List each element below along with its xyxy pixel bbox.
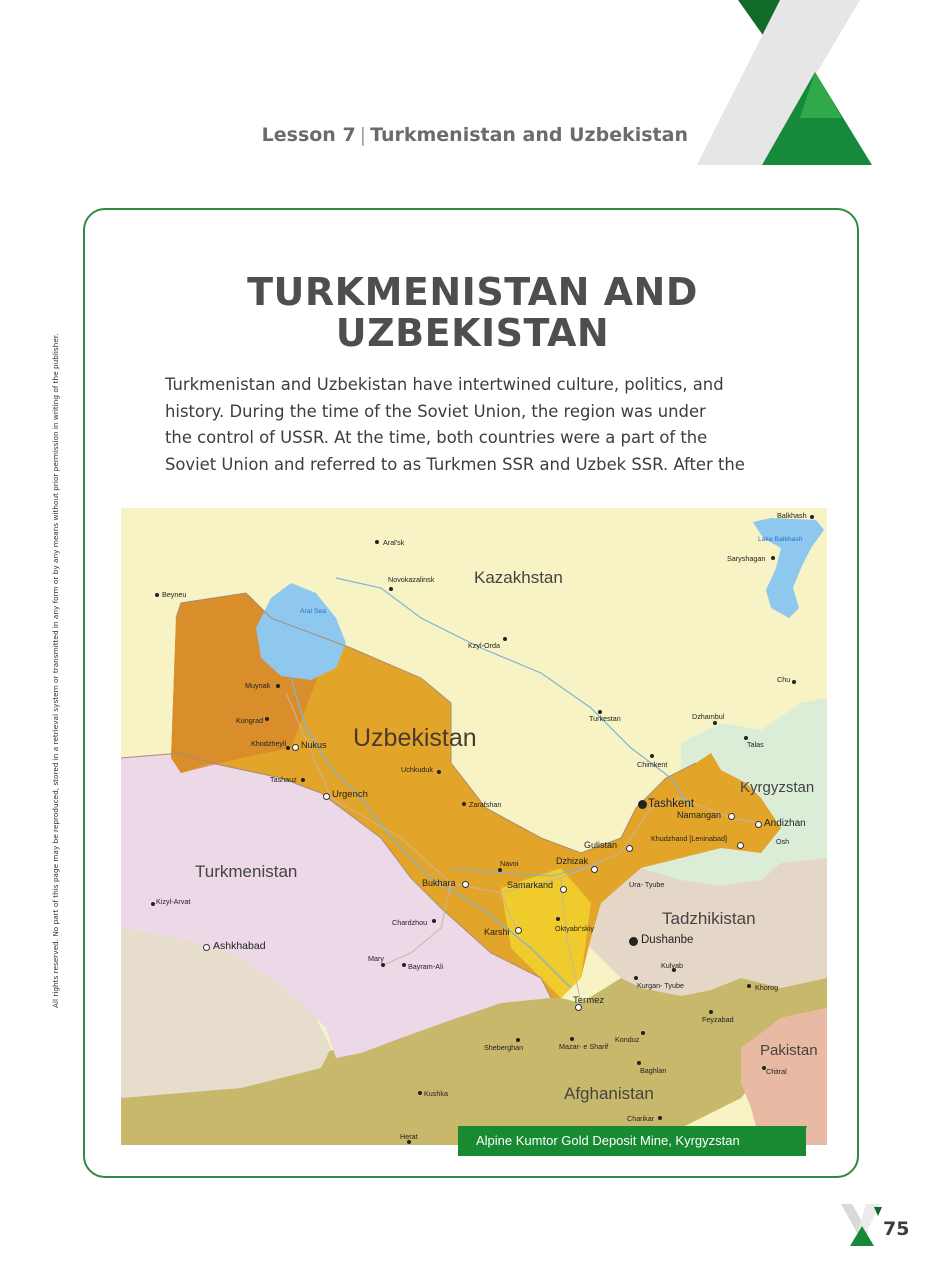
- chardzhou-label: Chardzhou: [392, 918, 428, 927]
- khorog-marker: [747, 984, 751, 988]
- namangan-label: Namangan: [677, 810, 722, 820]
- aralsk-marker: [375, 540, 379, 544]
- lesson-header: [262, 124, 688, 146]
- zarafshan-marker: [462, 802, 466, 806]
- khodzheyli-label: Khodzheyli: [251, 739, 287, 748]
- dzhambul-marker: [713, 721, 717, 725]
- kungrad-marker: [265, 717, 269, 721]
- nukus-label: Nukus: [301, 740, 327, 750]
- charikar-label: Charikar: [627, 1114, 655, 1123]
- uchkuduk-label: Uchkuduk: [401, 765, 433, 774]
- beyneu-label: Beyneu: [162, 590, 187, 599]
- kurgan-tyube-label: Kurgan- Tyube: [637, 981, 685, 990]
- uchkuduk-marker: [437, 770, 441, 774]
- talas-label: Talas: [747, 740, 764, 749]
- chu-label: Chu: [777, 675, 791, 684]
- balkhash-marker: [810, 515, 814, 519]
- gulistan-label: Gulistan: [584, 840, 618, 850]
- kzyl-orda-marker: [503, 637, 507, 641]
- bukhara-label: Bukhara: [422, 878, 456, 888]
- afghanistan-label: Afghanistan: [564, 1084, 654, 1103]
- aral-sea-label: Aral Sea: [300, 608, 327, 615]
- title-line-1: TURKMENISTAN AND: [247, 270, 698, 314]
- dushanbe-label: Dushanbe: [641, 934, 694, 946]
- khudzhand-label: Khudzhand [Leninabad]: [651, 834, 727, 843]
- osh-marker: [737, 842, 744, 849]
- mary-marker: [381, 963, 385, 967]
- feyzabad-marker: [709, 1010, 713, 1014]
- beyneu-marker: [155, 593, 159, 597]
- namangan-marker: [728, 813, 735, 820]
- ura-tyube-label: Ura- Tyube: [629, 880, 665, 889]
- karshi-marker: [515, 927, 522, 934]
- samarkand-marker: [560, 886, 567, 893]
- samarkand-label: Samarkand: [507, 880, 554, 890]
- kyrgyzstan-label: Kyrgyzstan: [740, 779, 815, 796]
- intro-line: history. During the time of the Soviet Union, the region was under: [165, 401, 706, 421]
- tashauz-marker: [301, 778, 305, 782]
- tashauz-label: Tashauz: [270, 775, 297, 784]
- dzhizak-label: Dzhizak: [556, 856, 589, 866]
- aralsk-label: Aral'sk: [383, 538, 405, 547]
- baghlan-marker: [637, 1061, 641, 1065]
- termez-label: Termez: [573, 995, 605, 1006]
- kizyl-arvat-marker: [151, 902, 155, 906]
- turkestan-label: Turkestan: [589, 714, 621, 723]
- konduz-label: Konduz: [615, 1035, 640, 1044]
- konduz-marker: [641, 1031, 645, 1035]
- osh-label: Osh: [776, 837, 790, 846]
- title-line-2: UZBEKISTAN: [335, 311, 610, 355]
- mary-label: Mary: [368, 954, 384, 963]
- feyzabad-label: Feyzabad: [702, 1015, 734, 1024]
- tadzhikistan-label: Tadzhikistan: [662, 909, 756, 928]
- kzyl-orda-label: Kzyl-Orda: [468, 641, 500, 650]
- region-map: [121, 508, 827, 1145]
- oktyabrskiy-marker: [556, 917, 560, 921]
- baghlan-label: Baghlan: [640, 1066, 667, 1075]
- zarafshan-label: Zarafshan: [469, 800, 502, 809]
- tashkent-label: Tashkent: [648, 798, 695, 810]
- kizyl-arvat-label: Kizyl-Arvat: [156, 897, 191, 906]
- navoi-label: Navoi: [500, 859, 519, 868]
- chu-marker: [792, 680, 796, 684]
- intro-paragraph: [165, 372, 785, 478]
- andizhan-marker: [755, 821, 762, 828]
- herat-label: Herat: [400, 1132, 418, 1141]
- sheberghan-label: Sheberghan: [484, 1043, 524, 1052]
- bayram-ali-label: Bayram-Ali: [408, 962, 444, 971]
- lesson-topic: Turkmenistan and Uzbekistan: [370, 124, 688, 146]
- karshi-label: Karshi: [484, 927, 510, 937]
- novokazalinsk-label: Novokazalinsk: [388, 575, 435, 584]
- charikar-marker: [658, 1116, 662, 1120]
- page-number: 75: [883, 1218, 910, 1240]
- navoi-marker: [498, 868, 502, 872]
- intro-line: Turkmenistan and Uzbekistan have intertwined culture, politics, and: [165, 375, 724, 394]
- kushka-marker: [418, 1091, 422, 1095]
- mazar-label: Mazar- e Sharif: [559, 1042, 609, 1051]
- bayram-ali-marker: [402, 963, 406, 967]
- novokazalinsk-marker: [389, 587, 393, 591]
- balkhash-label: Balkhash: [777, 511, 807, 520]
- gulistan-marker: [626, 845, 633, 852]
- chitral-label: Chitral: [766, 1067, 787, 1076]
- dzhambul-label: Dzhambul: [692, 712, 725, 721]
- lesson-number: Lesson 7: [261, 124, 356, 146]
- kazakhstan-label: Kazakhstan: [474, 568, 563, 587]
- intro-line: the control of USSR. At the time, both countries were a part of the: [165, 428, 708, 447]
- map-shapes: [121, 508, 827, 1145]
- intro-line: Soviet Union and referred to as Turkmen SSR and Uzbek SSR. After the: [165, 454, 745, 474]
- khodzheyli-marker: [286, 746, 290, 750]
- copyright-notice: All rights reserved. No part of this page may be reproduced, stored in a retrieval system or transmitted in any form or by any means without prior permission in writing of the publisher.: [51, 333, 60, 1008]
- kungrad-label: Kungrad: [236, 716, 264, 725]
- chimkent-marker: [650, 754, 654, 758]
- page-title: [120, 272, 825, 354]
- kulyab-label: Kulyab: [661, 961, 683, 970]
- dushanbe-marker: [629, 937, 638, 946]
- turkmenistan-label: Turkmenistan: [195, 862, 298, 881]
- oktyabrskiy-label: Oktyabr'skiy: [555, 924, 594, 933]
- sheberghan-marker: [516, 1038, 520, 1042]
- nukus-marker: [292, 744, 299, 751]
- urgench-label: Urgench: [332, 789, 368, 800]
- ashkhabad-label: Ashkhabad: [213, 940, 266, 952]
- kushka-label: Kushka: [424, 1089, 448, 1098]
- ashkhabad-marker: [203, 944, 210, 951]
- mazar-marker: [570, 1037, 574, 1041]
- dzhizak-marker: [591, 866, 598, 873]
- image-caption: Alpine Kumtor Gold Deposit Mine, Kyrgyzstan: [458, 1126, 806, 1156]
- saryshagan-label: Saryshagan: [727, 554, 766, 563]
- lake-balkhash-label: Lake Balkhash: [758, 536, 803, 543]
- chardzhou-marker: [432, 919, 436, 923]
- chimkent-label: Chimkent: [637, 760, 668, 769]
- saryshagan-marker: [771, 556, 775, 560]
- andizhan-label: Andizhan: [764, 818, 806, 829]
- header-separator: |: [359, 124, 367, 146]
- urgench-marker: [323, 793, 330, 800]
- tashkent-marker: [638, 800, 647, 809]
- kurgan-tyube-marker: [634, 976, 638, 980]
- muynak-marker: [276, 684, 280, 688]
- page-logo-graphic: [838, 1204, 888, 1254]
- bukhara-marker: [462, 881, 469, 888]
- uzbekistan-label: Uzbekistan: [353, 724, 477, 752]
- pakistan-label: Pakistan: [760, 1042, 818, 1059]
- muynak-label: Muynak: [245, 681, 271, 690]
- khorog-label: Khorog: [755, 983, 779, 992]
- caption-tail: [793, 1126, 807, 1156]
